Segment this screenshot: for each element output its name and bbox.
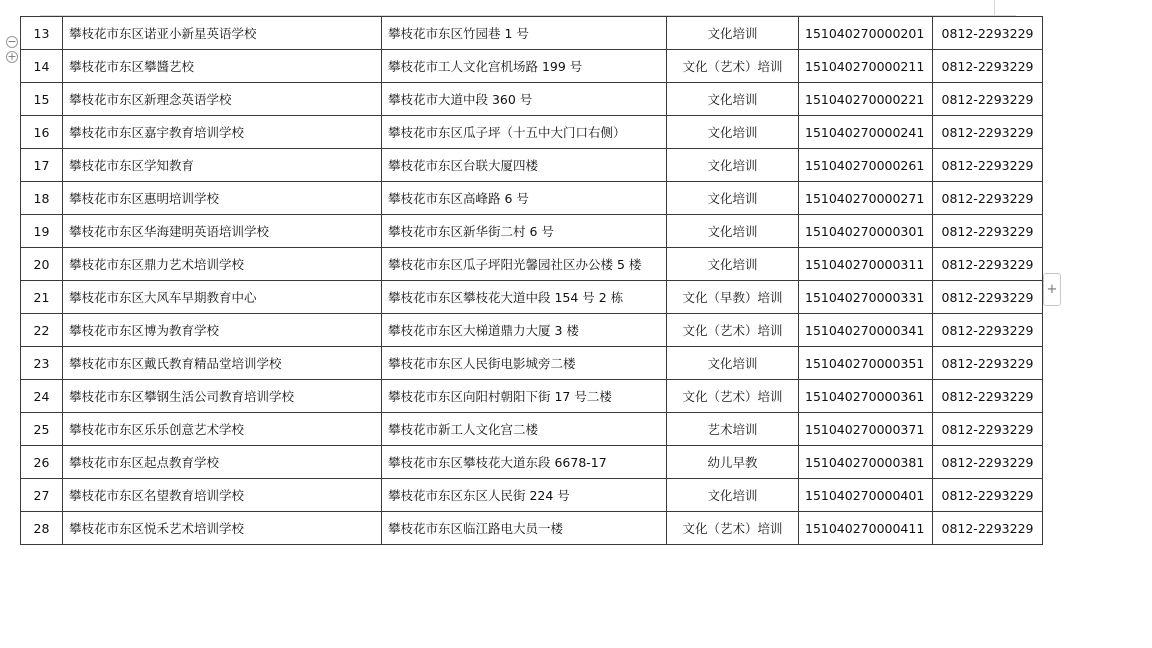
phone-cell[interactable]: 0812-2293229 bbox=[933, 281, 1043, 314]
row-number-cell[interactable]: 16 bbox=[21, 116, 63, 149]
training-type-cell[interactable]: 文化培训 bbox=[667, 347, 799, 380]
table-row bbox=[21, 413, 1043, 446]
collapse-row-icon[interactable]: − bbox=[7, 35, 17, 48]
phone-cell[interactable]: 0812-2293229 bbox=[933, 380, 1043, 413]
table-body bbox=[21, 17, 1043, 545]
school-name-cell[interactable]: 攀枝花市东区惠明培训学校 bbox=[63, 182, 382, 215]
row-number-cell[interactable]: 25 bbox=[21, 413, 63, 446]
address-cell[interactable]: 攀枝花市东区竹园巷 1 号 bbox=[382, 17, 667, 50]
school-name-cell[interactable]: 攀枝花市东区华海建明英语培训学校 bbox=[63, 215, 382, 248]
school-name-cell[interactable]: 攀枝花市东区诺亚小新星英语学校 bbox=[63, 17, 382, 50]
address-cell[interactable]: 攀枝花市工人文化宫机场路 199 号 bbox=[382, 50, 667, 83]
training-type-cell[interactable]: 文化培训 bbox=[667, 182, 799, 215]
table-row bbox=[21, 17, 1043, 50]
row-number-cell[interactable]: 19 bbox=[21, 215, 63, 248]
registration-code-cell[interactable]: 151040270000401 bbox=[799, 479, 933, 512]
phone-cell[interactable]: 0812-2293229 bbox=[933, 215, 1043, 248]
table-row bbox=[21, 215, 1043, 248]
address-cell[interactable]: 攀枝花市新工人文化宫二楼 bbox=[382, 413, 667, 446]
training-type-cell[interactable]: 文化培训 bbox=[667, 248, 799, 281]
address-cell[interactable]: 攀枝花市大道中段 360 号 bbox=[382, 83, 667, 116]
phone-cell[interactable]: 0812-2293229 bbox=[933, 50, 1043, 83]
insert-row-icon[interactable]: + bbox=[7, 50, 17, 63]
address-cell[interactable]: 攀枝花市东区瓜子坪阳光馨园社区办公楼 5 楼 bbox=[382, 248, 667, 281]
training-type-cell[interactable]: 文化培训 bbox=[667, 17, 799, 50]
training-type-cell[interactable]: 文化培训 bbox=[667, 83, 799, 116]
address-cell[interactable]: 攀枝花市东区临江路电大员一楼 bbox=[382, 512, 667, 545]
address-cell[interactable]: 攀枝花市东区人民街电影城旁二楼 bbox=[382, 347, 667, 380]
table-row bbox=[21, 50, 1043, 83]
training-type-cell[interactable]: 文化（艺术）培训 bbox=[667, 314, 799, 347]
table-row bbox=[21, 380, 1043, 413]
training-type-cell[interactable]: 幼儿早教 bbox=[667, 446, 799, 479]
address-cell[interactable]: 攀枝花市东区瓜子坪（十五中大门口右侧） bbox=[382, 116, 667, 149]
address-cell[interactable]: 攀枝花市东区台联大厦四楼 bbox=[382, 149, 667, 182]
table-row bbox=[21, 281, 1043, 314]
address-cell[interactable]: 攀枝花市东区攀枝花大道东段 6678-17 bbox=[382, 446, 667, 479]
address-cell[interactable]: 攀枝花市东区新华街二村 6 号 bbox=[382, 215, 667, 248]
table-row bbox=[21, 347, 1043, 380]
registration-code-cell[interactable]: 151040270000201 bbox=[799, 17, 933, 50]
address-cell[interactable]: 攀枝花市东区攀枝花大道中段 154 号 2 栋 bbox=[382, 281, 667, 314]
registration-code-cell[interactable]: 151040270000311 bbox=[799, 248, 933, 281]
row-number-cell[interactable]: 28 bbox=[21, 512, 63, 545]
add-column-icon[interactable]: + bbox=[1043, 273, 1061, 306]
row-number-cell[interactable]: 18 bbox=[21, 182, 63, 215]
phone-cell[interactable]: 0812-2293229 bbox=[933, 314, 1043, 347]
table-row bbox=[21, 182, 1043, 215]
phone-cell[interactable]: 0812-2293229 bbox=[933, 182, 1043, 215]
row-number-cell[interactable]: 13 bbox=[21, 17, 63, 50]
row-number-cell[interactable]: 21 bbox=[21, 281, 63, 314]
phone-cell[interactable]: 0812-2293229 bbox=[933, 83, 1043, 116]
registration-code-cell[interactable]: 151040270000301 bbox=[799, 215, 933, 248]
page-corner-mark bbox=[994, 0, 995, 16]
school-name-cell[interactable]: 攀枝花市东区戴氏教育精品堂培训学校 bbox=[63, 347, 382, 380]
address-cell[interactable]: 攀枝花市东区高峰路 6 号 bbox=[382, 182, 667, 215]
training-type-cell[interactable]: 文化培训 bbox=[667, 215, 799, 248]
registration-code-cell[interactable]: 151040270000381 bbox=[799, 446, 933, 479]
table-row bbox=[21, 446, 1043, 479]
registration-code-cell[interactable]: 151040270000211 bbox=[799, 50, 933, 83]
registration-code-cell[interactable]: 151040270000361 bbox=[799, 380, 933, 413]
school-name-cell[interactable]: 攀枝花市东区乐乐创意艺术学校 bbox=[63, 413, 382, 446]
table-row bbox=[21, 116, 1043, 149]
school-name-cell[interactable]: 攀枝花市东区嘉宇教育培训学校 bbox=[63, 116, 382, 149]
registration-code-cell[interactable]: 151040270000371 bbox=[799, 413, 933, 446]
row-number-cell[interactable]: 23 bbox=[21, 347, 63, 380]
row-number-cell[interactable]: 14 bbox=[21, 50, 63, 83]
registration-code-cell[interactable]: 151040270000331 bbox=[799, 281, 933, 314]
row-number-cell[interactable]: 27 bbox=[21, 479, 63, 512]
training-type-cell[interactable]: 文化（艺术）培训 bbox=[667, 50, 799, 83]
school-name-cell[interactable]: 攀枝花市东区攀醬艺校 bbox=[63, 50, 382, 83]
phone-cell[interactable]: 0812-2293229 bbox=[933, 116, 1043, 149]
phone-cell[interactable]: 0812-2293229 bbox=[933, 17, 1043, 50]
registration-code-cell[interactable]: 151040270000411 bbox=[799, 512, 933, 545]
registration-code-cell[interactable]: 151040270000241 bbox=[799, 116, 933, 149]
school-name-cell[interactable]: 攀枝花市东区名望教育培训学校 bbox=[63, 479, 382, 512]
training-type-cell[interactable]: 文化培训 bbox=[667, 116, 799, 149]
table-row bbox=[21, 149, 1043, 182]
school-name-cell[interactable]: 攀枝花市东区鼎力艺术培训学校 bbox=[63, 248, 382, 281]
training-type-cell[interactable]: 文化培训 bbox=[667, 479, 799, 512]
row-number-cell[interactable]: 24 bbox=[21, 380, 63, 413]
row-number-cell[interactable]: 26 bbox=[21, 446, 63, 479]
address-cell[interactable]: 攀枝花市东区大梯道鼎力大厦 3 楼 bbox=[382, 314, 667, 347]
training-type-cell[interactable]: 文化（早教）培训 bbox=[667, 281, 799, 314]
address-cell[interactable]: 攀枝花市东区向阳村朝阳下街 17 号二楼 bbox=[382, 380, 667, 413]
school-name-cell[interactable]: 攀枝花市东区起点教育学校 bbox=[63, 446, 382, 479]
phone-cell[interactable]: 0812-2293229 bbox=[933, 512, 1043, 545]
school-name-cell[interactable]: 攀枝花市东区攀钢生活公司教育培训学校 bbox=[63, 380, 382, 413]
school-name-cell[interactable]: 攀枝花市东区博为教育学校 bbox=[63, 314, 382, 347]
phone-cell[interactable]: 0812-2293229 bbox=[933, 149, 1043, 182]
registration-code-cell[interactable]: 151040270000351 bbox=[799, 347, 933, 380]
table-row bbox=[21, 479, 1043, 512]
table-row bbox=[21, 314, 1043, 347]
row-number-cell[interactable]: 22 bbox=[21, 314, 63, 347]
school-name-cell[interactable]: 攀枝花市东区新理念英语学校 bbox=[63, 83, 382, 116]
training-type-cell[interactable]: 文化培训 bbox=[667, 149, 799, 182]
table-row bbox=[21, 248, 1043, 281]
row-number-cell[interactable]: 20 bbox=[21, 248, 63, 281]
school-name-cell[interactable]: 攀枝花市东区学知教育 bbox=[63, 149, 382, 182]
phone-cell[interactable]: 0812-2293229 bbox=[933, 347, 1043, 380]
registration-code-cell[interactable]: 151040270000261 bbox=[799, 149, 933, 182]
row-number-cell[interactable]: 17 bbox=[21, 149, 63, 182]
school-list-table bbox=[20, 16, 1043, 545]
row-number-cell[interactable]: 15 bbox=[21, 83, 63, 116]
phone-cell[interactable]: 0812-2293229 bbox=[933, 446, 1043, 479]
registration-code-cell[interactable]: 151040270000221 bbox=[799, 83, 933, 116]
address-cell[interactable]: 攀枝花市东区东区人民街 224 号 bbox=[382, 479, 667, 512]
training-type-cell[interactable]: 艺术培训 bbox=[667, 413, 799, 446]
training-type-cell[interactable]: 文化（艺术）培训 bbox=[667, 380, 799, 413]
phone-cell[interactable]: 0812-2293229 bbox=[933, 248, 1043, 281]
school-name-cell[interactable]: 攀枝花市东区大风车早期教育中心 bbox=[63, 281, 382, 314]
phone-cell[interactable]: 0812-2293229 bbox=[933, 413, 1043, 446]
registration-code-cell[interactable]: 151040270000341 bbox=[799, 314, 933, 347]
training-type-cell[interactable]: 文化（艺术）培训 bbox=[667, 512, 799, 545]
phone-cell[interactable]: 0812-2293229 bbox=[933, 479, 1043, 512]
table-row bbox=[21, 83, 1043, 116]
registration-code-cell[interactable]: 151040270000271 bbox=[799, 182, 933, 215]
school-name-cell[interactable]: 攀枝花市东区悦禾艺术培训学校 bbox=[63, 512, 382, 545]
table-row bbox=[21, 512, 1043, 545]
